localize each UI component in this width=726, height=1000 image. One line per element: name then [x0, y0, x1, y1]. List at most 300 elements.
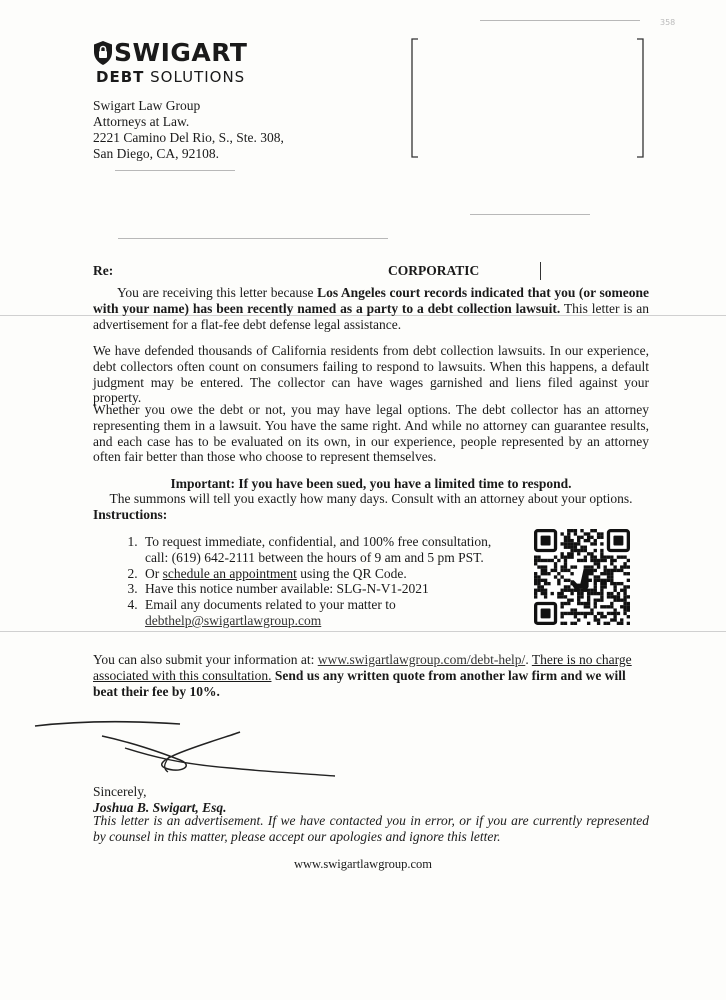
qr-module [567, 585, 570, 588]
qr-code[interactable] [534, 529, 630, 625]
qr-module [557, 572, 560, 575]
qr-module [597, 592, 600, 595]
qr-module [600, 559, 603, 562]
qr-module [560, 555, 563, 558]
qr-module [577, 536, 580, 539]
qr-module [584, 602, 587, 605]
qr-module [560, 575, 563, 578]
qr-module [594, 585, 597, 588]
qr-module [564, 542, 567, 545]
qr-module [613, 589, 616, 592]
qr-module [541, 565, 544, 568]
qr-module [560, 552, 563, 555]
qr-module [597, 575, 600, 578]
qr-module [590, 592, 593, 595]
scan-line [118, 238, 388, 239]
qr-module [594, 602, 597, 605]
qr-module [567, 532, 570, 535]
qr-module [597, 579, 600, 582]
disclaimer-text: This letter is an advertisement. If we have contacted you in error, or if you are currently represented by counsel in this matter, please accept our apologies and ignore this letter. [93, 813, 649, 844]
qr-module [597, 536, 600, 539]
qr-module [620, 618, 623, 621]
qr-module [590, 529, 593, 532]
qr-module [597, 559, 600, 562]
instruction-text: Or [145, 565, 163, 581]
qr-module [617, 569, 620, 572]
qr-module [554, 565, 557, 568]
envelope-window-frame [410, 35, 645, 160]
qr-module [594, 569, 597, 572]
qr-module [570, 612, 573, 615]
qr-module [613, 569, 616, 572]
address-line: Attorneys at Law. [93, 114, 190, 129]
qr-module [577, 559, 580, 562]
qr-module [564, 536, 567, 539]
qr-module [570, 572, 573, 575]
qr-module [560, 589, 563, 592]
qr-module [570, 608, 573, 611]
qr-module [574, 565, 577, 568]
qr-module [610, 555, 613, 558]
qr-module [604, 559, 607, 562]
instructions-list-wrap [93, 534, 513, 629]
qr-module [560, 565, 563, 568]
qr-module [594, 579, 597, 582]
qr-module [594, 529, 597, 532]
qr-module [594, 589, 597, 592]
qr-module [594, 582, 597, 585]
scan-line [115, 170, 235, 171]
qr-module [534, 562, 537, 565]
qr-module [554, 555, 557, 558]
qr-module [577, 618, 580, 621]
sender-address [93, 98, 284, 162]
signer-name: Joshua B. Swigart, Esq. [93, 799, 227, 815]
qr-module [564, 589, 567, 592]
qr-module [557, 595, 560, 598]
qr-module [617, 622, 620, 625]
qr-module [577, 542, 580, 545]
qr-module [577, 612, 580, 615]
qr-module [623, 608, 626, 611]
qr-module [607, 572, 610, 575]
qr-module [623, 555, 626, 558]
qr-module [584, 549, 587, 552]
page-number-mark: 358 [660, 18, 676, 27]
company-logo [92, 40, 247, 86]
qr-module [600, 542, 603, 545]
beat-fee-text: Send us any written quote from another law firm and we will beat their fee by 10%. [93, 667, 626, 699]
qr-module [587, 622, 590, 625]
submit-mid: . [525, 652, 532, 667]
qr-module [604, 569, 607, 572]
qr-module [613, 599, 616, 602]
qr-module [607, 605, 610, 608]
qr-module [597, 599, 600, 602]
qr-module [557, 579, 560, 582]
qr-module [610, 592, 613, 595]
address-line: San Diego, CA, 92108. [93, 146, 219, 161]
qr-module [564, 539, 567, 542]
qr-module [567, 539, 570, 542]
qr-module [587, 612, 590, 615]
qr-module [620, 599, 623, 602]
qr-module [564, 622, 567, 625]
qr-module [620, 589, 623, 592]
qr-module [600, 552, 603, 555]
qr-module [567, 536, 570, 539]
qr-module [564, 562, 567, 565]
qr-module [547, 582, 550, 585]
qr-module [610, 569, 613, 572]
address-line: Swigart Law Group [93, 98, 201, 113]
qr-module [580, 559, 583, 562]
qr-module [551, 559, 554, 562]
qr-module [584, 615, 587, 618]
qr-module [584, 605, 587, 608]
qr-module [613, 585, 616, 588]
qr-module [564, 585, 567, 588]
qr-module [597, 562, 600, 565]
qr-module [613, 615, 616, 618]
qr-module [570, 542, 573, 545]
qr-module [610, 595, 613, 598]
scan-line [0, 631, 726, 632]
qr-module [584, 555, 587, 558]
qr-module [604, 555, 607, 558]
qr-module [564, 612, 567, 615]
qr-module [600, 532, 603, 535]
qr-module [627, 595, 630, 598]
qr-module [607, 555, 610, 558]
qr-module [534, 572, 537, 575]
qr-module [560, 622, 563, 625]
qr-module [594, 599, 597, 602]
qr-module [574, 612, 577, 615]
qr-module [587, 599, 590, 602]
qr-module [600, 615, 603, 618]
qr-module [594, 592, 597, 595]
qr-module [551, 569, 554, 572]
qr-module [590, 555, 593, 558]
qr-finder-center [541, 536, 551, 546]
qr-module [623, 595, 626, 598]
qr-module [541, 569, 544, 572]
intro-paragraph [93, 285, 649, 332]
qr-module [570, 529, 573, 532]
qr-module [627, 572, 630, 575]
qr-module [541, 579, 544, 582]
qr-module [607, 592, 610, 595]
qr-module [547, 572, 550, 575]
schedule-appointment-link[interactable]: schedule an appointment [162, 565, 297, 581]
qr-module [577, 539, 580, 542]
qr-module [594, 575, 597, 578]
qr-module [534, 582, 537, 585]
qr-module [570, 592, 573, 595]
logo-subtitle-bold: DEBT [96, 68, 145, 86]
intro-tail: This letter is an advertisement for a flat-fee debt defense legal assistance. [93, 300, 649, 332]
qr-module [544, 572, 547, 575]
qr-module [613, 618, 616, 621]
qr-module [620, 555, 623, 558]
qr-module [604, 579, 607, 582]
cursor-mark [540, 262, 541, 280]
sincerely-text: Sincerely, [93, 784, 147, 799]
qr-module [590, 542, 593, 545]
qr-module [544, 565, 547, 568]
logo-subtitle [96, 68, 247, 86]
qr-module [607, 575, 610, 578]
important-notice: Important: If you have been sued, you have a limited time to respond. [170, 476, 572, 491]
qr-module [590, 552, 593, 555]
qr-module [587, 552, 590, 555]
submit-lead: You can also submit your information at: [93, 652, 318, 667]
qr-module [574, 549, 577, 552]
qr-module [564, 546, 567, 549]
qr-module [544, 592, 547, 595]
qr-module [613, 612, 616, 615]
debt-help-url-link[interactable]: www.swigartlawgroup.com/debt-help/ [317, 652, 526, 667]
qr-module [574, 532, 577, 535]
qr-module [587, 605, 590, 608]
qr-module [564, 569, 567, 572]
qr-module [610, 572, 613, 575]
qr-module [544, 559, 547, 562]
qr-module [577, 602, 580, 605]
instruction-item [141, 597, 513, 629]
instructions-list [93, 534, 513, 629]
qr-module [567, 542, 570, 545]
qr-module [627, 565, 630, 568]
qr-module [587, 536, 590, 539]
qr-module [537, 582, 540, 585]
qr-module [534, 579, 537, 582]
qr-module [570, 539, 573, 542]
qr-module [623, 599, 626, 602]
qr-module [604, 622, 607, 625]
qr-module [584, 559, 587, 562]
qr-module [627, 585, 630, 588]
qr-module [627, 602, 630, 605]
qr-module [580, 602, 583, 605]
qr-module [594, 562, 597, 565]
email-link[interactable]: debthelp@swigartlawgroup.com [145, 612, 322, 628]
qr-module [564, 565, 567, 568]
qr-module [574, 546, 577, 549]
qr-module [551, 592, 554, 595]
qr-module [570, 555, 573, 558]
qr-module [627, 622, 630, 625]
paragraph-defense: We have defended thousands of California residents from debt collection lawsuits. In our experience, debt collectors often count on consumers failing to respond to lawsuits. When this happens, a default judgment may be entered. The collector can have wages garnished and liens filed against your property. [93, 343, 649, 406]
qr-module [597, 618, 600, 621]
qr-module [584, 546, 587, 549]
qr-module [607, 569, 610, 572]
qr-module [534, 589, 537, 592]
qr-module [580, 595, 583, 598]
qr-module [600, 572, 603, 575]
qr-module [541, 559, 544, 562]
qr-module [617, 599, 620, 602]
qr-module [610, 602, 613, 605]
qr-module [607, 579, 610, 582]
qr-module [594, 615, 597, 618]
qr-module [570, 622, 573, 625]
qr-module [580, 529, 583, 532]
instruction-item [141, 581, 513, 597]
qr-module [620, 582, 623, 585]
qr-module [587, 565, 590, 568]
qr-module [590, 536, 593, 539]
qr-module [537, 555, 540, 558]
re-subject-fragment: CORPORATIC [388, 263, 480, 278]
qr-module [613, 582, 616, 585]
qr-module [537, 579, 540, 582]
qr-module [560, 569, 563, 572]
qr-module [567, 529, 570, 532]
qr-module [541, 572, 544, 575]
qr-module [604, 615, 607, 618]
qr-module [560, 602, 563, 605]
qr-module [610, 618, 613, 621]
qr-module [570, 565, 573, 568]
qr-module [584, 539, 587, 542]
qr-module [577, 595, 580, 598]
qr-module [567, 589, 570, 592]
qr-module [567, 569, 570, 572]
qr-module [567, 546, 570, 549]
qr-module [594, 555, 597, 558]
qr-module [567, 602, 570, 605]
qr-module [557, 559, 560, 562]
qr-module [584, 612, 587, 615]
qr-module [574, 615, 577, 618]
qr-module [574, 608, 577, 611]
qr-module [600, 555, 603, 558]
qr-module [567, 612, 570, 615]
qr-module [620, 605, 623, 608]
qr-module [534, 559, 537, 562]
qr-module [604, 565, 607, 568]
qr-module [607, 622, 610, 625]
submit-paragraph [93, 652, 649, 699]
qr-module [604, 572, 607, 575]
qr-module [623, 562, 626, 565]
qr-module [617, 592, 620, 595]
qr-module [560, 595, 563, 598]
qr-module [590, 565, 593, 568]
instruction-item [141, 534, 513, 566]
qr-module [617, 595, 620, 598]
qr-module [570, 552, 573, 555]
qr-module [613, 559, 616, 562]
qr-module [564, 559, 567, 562]
qr-module [580, 549, 583, 552]
qr-module [537, 575, 540, 578]
qr-module [544, 569, 547, 572]
qr-module [610, 582, 613, 585]
qr-module [567, 555, 570, 558]
qr-module [610, 562, 613, 565]
qr-module [594, 618, 597, 621]
qr-finder-center [541, 608, 551, 618]
qr-module [534, 575, 537, 578]
handwritten-signature [30, 712, 340, 784]
qr-module [537, 585, 540, 588]
qr-module [594, 559, 597, 562]
qr-module [627, 559, 630, 562]
qr-module [537, 565, 540, 568]
qr-module [627, 579, 630, 582]
qr-module [597, 532, 600, 535]
qr-module [574, 542, 577, 545]
qr-module [597, 565, 600, 568]
qr-module [587, 532, 590, 535]
qr-module [617, 555, 620, 558]
qr-module [610, 579, 613, 582]
qr-module [600, 595, 603, 598]
qr-module [627, 608, 630, 611]
qr-module [617, 582, 620, 585]
qr-module [620, 569, 623, 572]
qr-module [620, 622, 623, 625]
qr-module [564, 579, 567, 582]
logo-wordmark: SWIGART [114, 38, 248, 67]
closing-block [93, 784, 649, 816]
qr-module [623, 572, 626, 575]
qr-module [627, 615, 630, 618]
scan-line [480, 20, 640, 21]
qr-module [567, 599, 570, 602]
qr-module [580, 536, 583, 539]
qr-module [604, 605, 607, 608]
qr-module [541, 589, 544, 592]
qr-module [580, 546, 583, 549]
qr-module [544, 582, 547, 585]
qr-module [574, 622, 577, 625]
qr-module [610, 559, 613, 562]
qr-module [570, 549, 573, 552]
qr-module [623, 592, 626, 595]
qr-module [590, 559, 593, 562]
qr-module [587, 592, 590, 595]
paragraph-options: Whether you owe the debt or not, you may have legal options. The debt collector has an attorney representing them in a lawsuit. You have the same right. And while no attorney can guarantee results, and each case has to be evaluated on its own, in our experience, people represented by an attorney often fair better than those who choose to represent themselves. [93, 402, 649, 465]
qr-module [623, 605, 626, 608]
qr-finder-center [613, 536, 623, 546]
qr-module [560, 605, 563, 608]
qr-module [607, 595, 610, 598]
qr-module [597, 622, 600, 625]
qr-module [620, 565, 623, 568]
qr-module [613, 608, 616, 611]
qr-module [600, 579, 603, 582]
qr-module [610, 612, 613, 615]
qr-module [587, 539, 590, 542]
qr-module [560, 532, 563, 535]
qr-module [594, 539, 597, 542]
qr-module [600, 592, 603, 595]
qr-module [541, 592, 544, 595]
address-line: 2221 Camino Del Rio, S., Ste. 308, [93, 130, 284, 145]
instruction-text: Have this notice number available: SLG-N-V1-2021 [145, 581, 429, 597]
qr-module [580, 592, 583, 595]
instruction-text: using the QR Code. [296, 565, 407, 581]
qr-module [600, 589, 603, 592]
qr-module [587, 589, 590, 592]
summons-note: The summons will tell you exactly how many days. Consult with an attorney about your options. [109, 491, 633, 506]
no-charge-text: There is no charge associated with this consultation. [93, 652, 632, 683]
qr-module [534, 555, 537, 558]
